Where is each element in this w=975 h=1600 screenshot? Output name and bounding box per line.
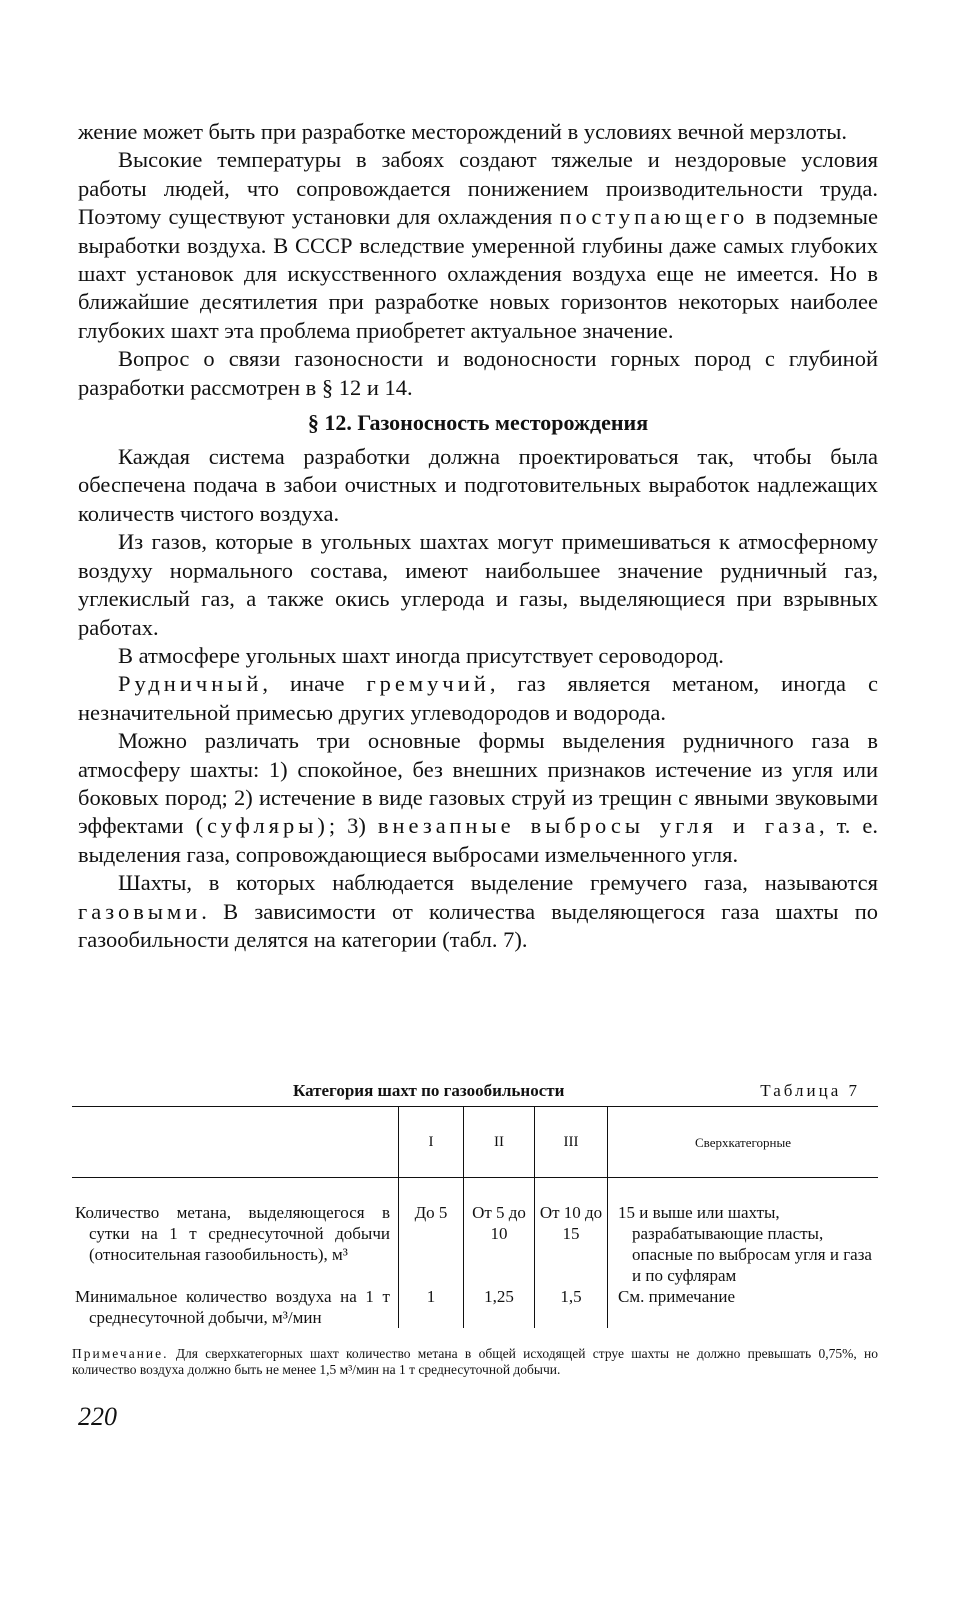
paragraph-continuation: жение может быть при разработке месторождений в условиях вечной мерзлоты. <box>78 119 848 144</box>
paragraph-ventilation: Каждая система разработки должна проектироваться так, чтобы была обеспечена подача в забои очистных и подготовительных выработок надлежащих количеств чистого воздуха. <box>78 444 878 526</box>
paragraph-firedamp <box>78 670 878 727</box>
table-header-cell: I <box>399 1107 464 1178</box>
table-cell: 1 <box>399 1286 464 1328</box>
table-number: Таблица 7 <box>760 1081 860 1100</box>
paragraph-emission-forms <box>78 727 878 869</box>
cell-text: 15 и выше или шахты, разрабатывающие пласты, опасные по выбросам угля и газа и по суфлярам <box>618 1203 872 1285</box>
table-title: Категория шахт по газообильности <box>293 1081 565 1100</box>
table-note <box>72 1346 878 1377</box>
table-cell <box>608 1178 879 1287</box>
text-run: Можно различать три основные формы выделения рудничного газа в атмосферу шахты: 1) спокойное, без внешних признаков истечение из угля или боковых пород; 2) истечение в виде газовых струй из трещин с явными звуковыми эффектами <box>78 728 878 839</box>
text-run: Шахты, в которых наблюдается выделение гремучего газа, называются <box>118 870 878 896</box>
gas-category-table <box>72 1106 878 1328</box>
table-header-row <box>72 1107 878 1178</box>
table-cell: 1,5 <box>535 1286 608 1328</box>
paragraph-gases: Из газов, которые в угольных шахтах могут примешиваться к атмосферному воздуху нормального состава, имеют наибольшее значение рудничный газ, углекислый газ, а также окись углерода и газы, выделяющиеся при взрывных работах. <box>78 529 878 640</box>
spaced-word: гремучий <box>366 671 490 697</box>
spaced-word: поступающего <box>559 204 749 230</box>
table-header-cell <box>72 1107 399 1178</box>
text-run: Высокие температуры в забоях создают тяжелые и нездоровые условия работы людей, что сопровождается понижением производительности труда. Поэтому существуют установки для охлаждения <box>78 147 878 230</box>
section-heading: § 12. Газоносность месторождения <box>307 410 649 436</box>
note-label: Примечание. <box>72 1346 169 1361</box>
label-text: Минимальное количество воздуха на 1 т среднесуточной добычи, м³/мин <box>75 1287 390 1327</box>
page-number: 220 <box>78 1402 117 1431</box>
spaced-word: газовыми <box>78 898 202 924</box>
text-run: , т. е. выделения газа, сопровождающиеся выбросами измельченного угля. <box>78 813 878 867</box>
table-cell: От 5 до 10 <box>464 1178 535 1287</box>
paragraph-hydrogen-sulfide: В атмосфере угольных шахт иногда присутствует сероводород. <box>118 642 724 668</box>
paragraph-temperatures <box>78 146 878 345</box>
table-cell: До 5 <box>399 1178 464 1287</box>
table-cell: 1,25 <box>464 1286 535 1328</box>
text-run: , иначе <box>262 671 367 697</box>
body-text <box>78 118 878 954</box>
spaced-word: внезапные выбросы угля и газа <box>377 813 819 839</box>
paragraph-gas-water: Вопрос о связи газоносности и водоносности горных пород с глубиной разработки рассмотрен в § 12 и 14. <box>78 346 878 400</box>
text-run: , газ является метаном, иногда с незначительной примесью других углеводородов и водорода. <box>78 671 878 725</box>
label-text: Количество метана, выделяющегося в сутки на 1 т среднесуточной добычи (относительная газообильность), м³ <box>75 1203 390 1264</box>
table-header-cell: II <box>464 1107 535 1178</box>
table-row <box>72 1178 878 1287</box>
paragraph-gassy-mines <box>78 869 878 954</box>
table-row-label <box>72 1178 399 1287</box>
table-row-label <box>72 1286 399 1328</box>
text-run: ; 3) <box>328 813 378 839</box>
spaced-word: Рудничный <box>118 671 263 697</box>
text-run: в подземные выработки воздуха. В СССР вследствие умеренной глубины даже самых глубоких шахт установок для искусственного охлаждения воздуха еще не имеется. Но в ближайшие десятилетия при разработке новых горизонтов некоторых наиболее глубоких шахт эта проблема приобретет актуальное значение. <box>78 204 879 343</box>
table-cell: См. примечание <box>608 1286 879 1328</box>
table-header-cell: Сверхкатегорные <box>608 1107 879 1178</box>
table-row <box>72 1286 878 1328</box>
table-cell: От 10 до 15 <box>535 1178 608 1287</box>
text-run: . В зависимости от количества выделяющегося газа шахты по газообильности делятся на категории (табл. 7). <box>78 898 878 952</box>
note-text: Для сверхкатегорных шахт количество метана в общей исходящей струе шахты не должно превышать 0,75%, но количество воздуха должно быть не менее 1,5 м³/мин на 1 т среднесуточной добычи. <box>72 1346 878 1377</box>
table-header-cell: III <box>535 1107 608 1178</box>
spaced-word: (суфляры) <box>195 813 329 839</box>
